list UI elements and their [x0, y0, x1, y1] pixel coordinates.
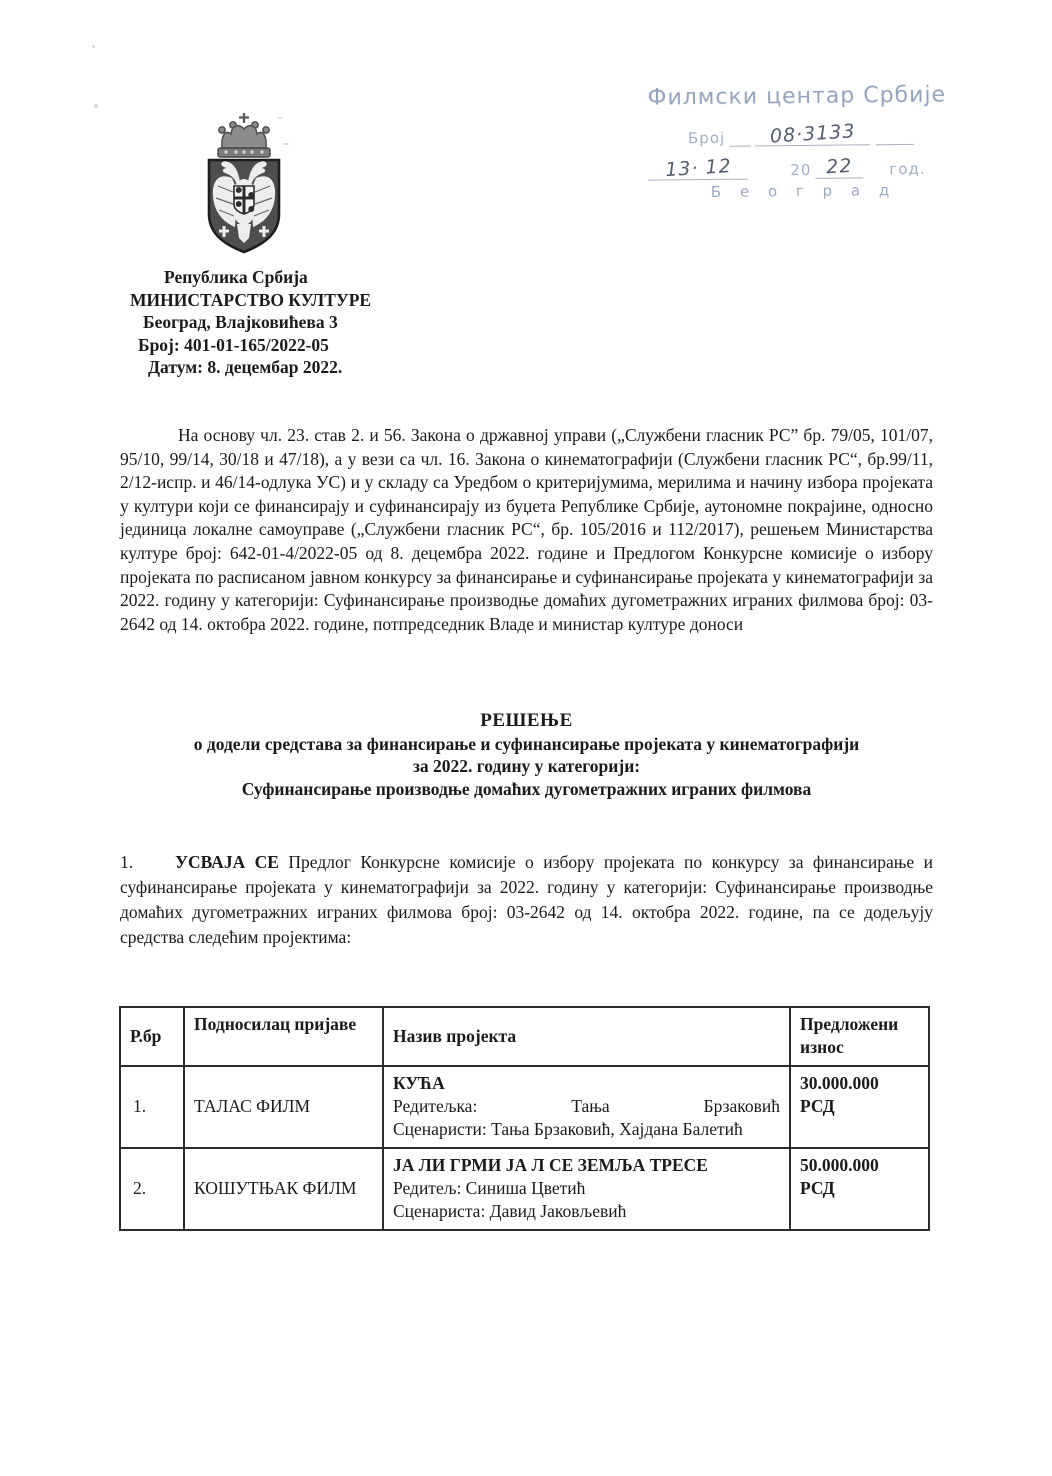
received-stamp	[647, 82, 958, 201]
ministry-address: Београд, Влајковићева 3	[143, 312, 338, 332]
project-credit-2: Сценаристи: Тања Брзаковић, Хајдана Балетић	[393, 1119, 743, 1139]
legal-preamble-paragraph: На основу чл. 23. став 2. и 56. Закона о државној управи („Службени гласник РС” бр. 79/05, 101/07, 95/10, 99/14, 30/18 и 47/18), а у вези са чл. 16. Закона о кинематографији (Службени гласник РС“, бр.99/11, 2/12-испр. и 46/14-одлука УС) и у складу са Уредбом о критеријумима, мерилима и начину избора пројеката у култури који се финансирају и суфинансирају из буџета Републике Србије, аутономне покрајине, односно јединица локалне самоуправе („Службени гласник РС“, бр. 105/2016 и 112/2017), решењем Министарства културе број: 642-01-4/2022-05 од 8. децембра 2022. године и Предлогом Конкурсне комисије о избору пројеката по расписаном јавном конкурсу за финансирање и суфинансирање пројеката у кинематографији за 2022. годину у категорији: Суфинансирање производње домаћих дугометражних играних филмова број: 03-2642 од 14. октобра 2022. године, потпредседник Владе и министар културе доноси	[120, 425, 933, 634]
table-row	[120, 1148, 929, 1230]
project-credit-1: Редитељ: Синиша Цветић	[393, 1178, 586, 1198]
stamp-city: Б е о г р а д	[710, 181, 897, 201]
item-text: Предлог Конкурсне комисије о избору пројеката по конкурсу за финансирање и суфинансирање пројеката у кинематографији за 2022. годину у категорији: Суфинансирање производње домаћих дугометражних играних филмова број: 03-2642 од 14. октобра 2022. године, па се додељују средства следећим пројектима:	[120, 852, 934, 947]
stamp-rule	[876, 126, 914, 145]
document-date: Датум: 8. децембар 2022.	[148, 357, 343, 377]
stamp-date-row	[648, 154, 958, 180]
item-lead-bold: УСВАЈА СЕ	[175, 852, 279, 872]
scan-speckle	[94, 104, 98, 108]
inner-shield	[234, 186, 254, 214]
applicant-name: КОШУТЊАК ФИЛМ	[184, 1148, 383, 1230]
row-number: 1.	[120, 1066, 184, 1148]
stamp-year-suffix: год.	[889, 159, 926, 179]
decision-heading	[120, 710, 933, 800]
project-cell	[383, 1148, 790, 1230]
amount-value: 50.000.000	[800, 1155, 879, 1175]
stamp-organization: Филмски центар Србије	[647, 82, 947, 111]
decision-subtitle-3: Суфинансирање производње домаћих дугометражних играних филмова	[241, 778, 812, 799]
serbia-coat-of-arms-icon	[192, 112, 296, 267]
ministry-name: МИНИСТАРСТВО КУЛТУРЕ	[130, 289, 372, 310]
table-row	[120, 1066, 929, 1148]
decision-item-1	[120, 850, 933, 950]
header-amount: Предложени износ	[790, 1007, 929, 1066]
amount-cell	[790, 1148, 929, 1230]
ministry-header-block	[130, 266, 450, 379]
document-number: Број: 401-01-165/2022-05	[138, 334, 329, 355]
stamp-number-label: Број	[687, 128, 726, 148]
stamp-number-value: 08·3133	[755, 122, 870, 146]
row-number: 2.	[120, 1148, 184, 1230]
item-number: 1.	[120, 852, 134, 872]
decision-title: РЕШЕЊЕ	[480, 710, 573, 731]
stamp-year-written: 22	[815, 155, 863, 179]
header-project: Назив пројекта	[383, 1007, 790, 1066]
header-row-number: Р.бр	[120, 1007, 184, 1066]
amount-currency: РСД	[800, 1096, 835, 1116]
grants-table	[119, 1006, 930, 1231]
stamp-day-month: 13· 12	[648, 157, 748, 181]
header-applicant: Подносилац пријаве	[184, 1007, 383, 1066]
crown-cross	[239, 113, 249, 123]
decision-subtitle-2: за 2022. годину у категорији:	[412, 756, 641, 776]
applicant-name: ТАЛАС ФИЛМ	[184, 1066, 383, 1148]
project-title: ЈА ЛИ ГРМИ ЈА Л СЕ ЗЕМЉА ТРЕСЕ	[393, 1155, 708, 1175]
project-credit-1: Редитељка: Тања Брзаковић	[393, 1096, 780, 1116]
amount-currency: РСД	[800, 1178, 835, 1198]
crown	[218, 122, 270, 157]
amount-cell	[790, 1066, 929, 1148]
project-credit-2: Сценариста: Давид Јаковљевић	[393, 1201, 627, 1221]
scan-speckle	[92, 45, 95, 48]
project-cell	[383, 1066, 790, 1148]
stamp-rule	[729, 128, 751, 147]
table-header-row	[120, 1007, 929, 1066]
stamp-number-row	[648, 121, 958, 147]
project-title: КУЋА	[393, 1073, 445, 1093]
country-name: Република Србија	[164, 267, 308, 287]
amount-value: 30.000.000	[800, 1073, 879, 1093]
stamp-year-printed: 20	[790, 160, 812, 180]
grants-table-container	[119, 1006, 930, 1231]
decision-subtitle-1: о додели средстава за финансирање и суфинансирање пројеката у кинематографији	[193, 733, 860, 754]
